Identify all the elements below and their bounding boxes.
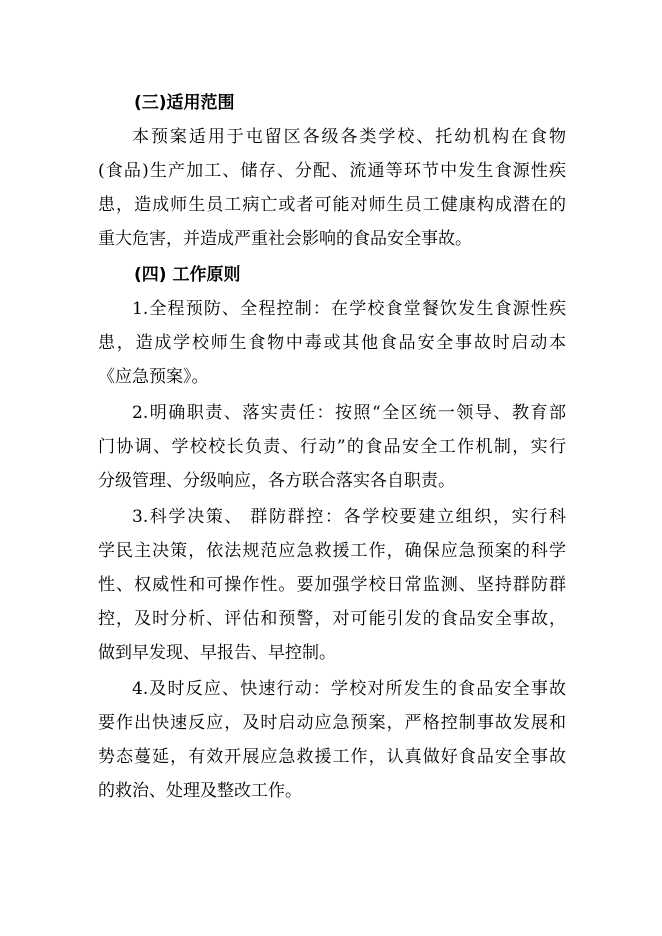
paragraph-scope <box>98 120 566 256</box>
paragraph-principle-2 <box>98 396 566 498</box>
paragraph-principle-4 <box>98 672 566 808</box>
paragraph-line: 重大危害，并造成严重社会影响的食品安全事故。 <box>98 229 472 249</box>
paragraph-line: 性、权威性和可操作性。要加强学校日常监测、坚持群防群 <box>98 575 566 595</box>
paragraph-line: 本预案适用于屯留区各级各类学校、托幼机构在食物 <box>132 127 566 147</box>
paragraph-line: 1.全程预防、全程控制：在学校食堂餐饮发生食源性疾 <box>132 299 566 319</box>
paragraph-line: 分级管理、分级响应，各方联合落实各自职责。 <box>98 471 455 491</box>
paragraph-line: 3.科学决策、 群防群控：各学校要建立组织，实行科 <box>132 507 566 527</box>
section-heading-scope: (三)适用范围 <box>134 93 235 113</box>
paragraph-line: 做到早发现、早报告、早控制。 <box>98 643 336 663</box>
paragraph-principle-3 <box>98 500 566 670</box>
paragraph-line: 2.明确职责、落实责任：按照“全区统一领导、教育部 <box>132 403 566 423</box>
paragraph-line: 要作出快速反应，及时启动应急预案，严格控制事故发展和 <box>98 713 566 733</box>
paragraph-line: 《应急预案》。 <box>98 367 209 387</box>
paragraph-line: 控，及时分析、评估和预警，对可能引发的食品安全事故， <box>98 609 566 629</box>
paragraph-line: 学民主决策，依法规范应急救援工作，确保应急预案的科学 <box>98 541 566 561</box>
paragraph-principle-1 <box>98 292 566 394</box>
section-heading-principles: (四) 工作原则 <box>134 265 241 285</box>
paragraph-line: 患，造成学校师生食物中毒或其他食品安全事故时启动本 <box>98 333 566 353</box>
document-page <box>98 86 566 810</box>
paragraph-line: 门协调、学校校长负责、行动”的食品安全工作机制，实行 <box>98 437 566 457</box>
paragraph-line: 患，造成师生员工病亡或者可能对师生员工健康构成潜在的 <box>98 195 566 215</box>
paragraph-line: 势态蔓延，有效开展应急救援工作，认真做好食品安全事故 <box>98 747 566 767</box>
paragraph-line: (食品)生产加工、储存、分配、流通等环节中发生食源性疾 <box>98 161 566 181</box>
paragraph-line: 的救治、处理及整改工作。 <box>98 781 302 801</box>
paragraph-line: 4.及时反应、快速行动：学校对所发生的食品安全事故 <box>132 679 566 699</box>
